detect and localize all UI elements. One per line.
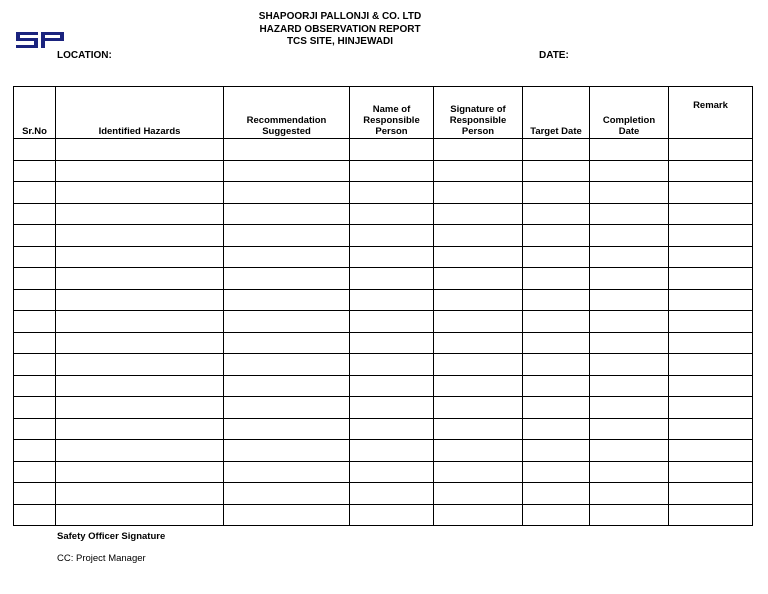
table-cell[interactable] — [434, 397, 523, 419]
table-cell[interactable] — [14, 246, 56, 268]
table-row — [14, 246, 753, 268]
table-cell[interactable] — [669, 246, 753, 268]
company-logo — [16, 32, 64, 48]
table-cell[interactable] — [669, 311, 753, 333]
table-cell[interactable] — [434, 483, 523, 505]
table-cell[interactable] — [14, 397, 56, 419]
table-cell[interactable] — [350, 225, 434, 247]
table-cell[interactable] — [523, 268, 590, 290]
table-cell[interactable] — [350, 375, 434, 397]
table-cell[interactable] — [224, 375, 350, 397]
table-row — [14, 504, 753, 526]
table-cell[interactable] — [590, 332, 669, 354]
table-cell[interactable] — [434, 289, 523, 311]
table-cell[interactable] — [14, 483, 56, 505]
table-cell[interactable] — [523, 332, 590, 354]
table-cell[interactable] — [523, 418, 590, 440]
table-cell[interactable] — [350, 182, 434, 204]
header-row — [14, 87, 753, 139]
table-cell[interactable] — [669, 268, 753, 290]
table-cell[interactable] — [523, 375, 590, 397]
table-cell[interactable] — [590, 397, 669, 419]
table-cell[interactable] — [350, 268, 434, 290]
table-row — [14, 182, 753, 204]
table-cell[interactable] — [590, 418, 669, 440]
table-cell[interactable] — [350, 246, 434, 268]
table-cell[interactable] — [590, 354, 669, 376]
report-header — [240, 11, 440, 49]
table-cell[interactable] — [224, 504, 350, 526]
table-cell[interactable] — [350, 160, 434, 182]
table-cell[interactable] — [224, 354, 350, 376]
table-cell[interactable] — [434, 203, 523, 225]
col-header-text: Person — [375, 126, 408, 137]
col-header-text: Sr.No — [22, 126, 47, 137]
table-cell[interactable] — [434, 375, 523, 397]
table-cell[interactable] — [434, 268, 523, 290]
table-cell[interactable] — [14, 461, 56, 483]
table-cell[interactable] — [523, 160, 590, 182]
table-cell[interactable] — [56, 354, 224, 376]
col-header-signature — [434, 87, 523, 139]
table-row — [14, 311, 753, 333]
table-cell[interactable] — [14, 354, 56, 376]
table-row — [14, 139, 753, 161]
table-cell[interactable] — [669, 354, 753, 376]
table-cell[interactable] — [56, 289, 224, 311]
table-cell[interactable] — [56, 332, 224, 354]
table-cell[interactable] — [434, 182, 523, 204]
table-row — [14, 289, 753, 311]
table-cell[interactable] — [350, 483, 434, 505]
table-cell[interactable] — [56, 418, 224, 440]
table-cell[interactable] — [224, 182, 350, 204]
table-cell[interactable] — [56, 246, 224, 268]
table-cell[interactable] — [56, 203, 224, 225]
table-cell[interactable] — [590, 483, 669, 505]
table-cell[interactable] — [350, 461, 434, 483]
table-cell[interactable] — [523, 397, 590, 419]
table-cell[interactable] — [350, 418, 434, 440]
col-header-responsible-person — [350, 87, 434, 139]
table-cell[interactable] — [669, 418, 753, 440]
table-cell[interactable] — [434, 246, 523, 268]
col-header-text: Suggested — [262, 126, 311, 137]
company-name: SHAPOORJI PALLONJI & CO. LTD — [258, 11, 422, 22]
col-header-text: Person — [461, 126, 495, 137]
report-title: HAZARD OBSERVATION REPORT — [259, 23, 421, 35]
table-cell[interactable] — [224, 461, 350, 483]
table-row — [14, 332, 753, 354]
safety-officer-signature-label: Safety Officer Signature — [57, 531, 166, 542]
table-cell[interactable] — [56, 160, 224, 182]
table-cell[interactable] — [523, 182, 590, 204]
table-cell[interactable] — [669, 225, 753, 247]
table-cell[interactable] — [669, 483, 753, 505]
table-cell[interactable] — [224, 397, 350, 419]
table-cell[interactable] — [350, 354, 434, 376]
table-cell[interactable] — [669, 160, 753, 182]
table-cell[interactable] — [56, 375, 224, 397]
table-cell[interactable] — [669, 182, 753, 204]
hazard-table — [13, 86, 753, 526]
table-cell[interactable] — [56, 311, 224, 333]
table-cell[interactable] — [523, 483, 590, 505]
col-header-text: Remark — [693, 100, 728, 111]
table-cell[interactable] — [224, 483, 350, 505]
col-header-identified-hazards — [56, 87, 224, 139]
table-cell[interactable] — [14, 268, 56, 290]
col-header-text: Signature of — [450, 104, 506, 115]
col-header-text: Date — [618, 126, 640, 137]
table-cell[interactable] — [350, 440, 434, 462]
table-cell[interactable] — [350, 203, 434, 225]
table-cell[interactable] — [14, 418, 56, 440]
table-cell[interactable] — [669, 397, 753, 419]
table-cell[interactable] — [590, 203, 669, 225]
table-cell[interactable] — [14, 311, 56, 333]
table-cell[interactable] — [14, 160, 56, 182]
table-cell[interactable] — [224, 440, 350, 462]
table-cell[interactable] — [224, 268, 350, 290]
table-row — [14, 354, 753, 376]
table-cell[interactable] — [434, 332, 523, 354]
cc-label: CC: Project Manager — [57, 553, 146, 564]
table-cell[interactable] — [224, 332, 350, 354]
table-cell[interactable] — [56, 483, 224, 505]
location-label: LOCATION: — [57, 50, 112, 61]
table-cell[interactable] — [434, 440, 523, 462]
table-cell[interactable] — [523, 311, 590, 333]
table-cell[interactable] — [590, 504, 669, 526]
table-cell[interactable] — [590, 289, 669, 311]
table-cell[interactable] — [224, 225, 350, 247]
date-label: DATE: — [539, 50, 569, 61]
table-cell[interactable] — [590, 246, 669, 268]
table-cell[interactable] — [434, 354, 523, 376]
table-cell[interactable] — [590, 182, 669, 204]
table-cell[interactable] — [350, 139, 434, 161]
col-header-recommendation — [224, 87, 350, 139]
table-cell[interactable] — [669, 504, 753, 526]
table-row — [14, 461, 753, 483]
table-cell[interactable] — [224, 160, 350, 182]
table-row — [14, 203, 753, 225]
table-cell[interactable] — [434, 160, 523, 182]
table-cell[interactable] — [56, 504, 224, 526]
table-cell[interactable] — [14, 504, 56, 526]
table-cell[interactable] — [669, 375, 753, 397]
col-header-text: Responsible — [449, 115, 507, 126]
table-cell[interactable] — [14, 332, 56, 354]
table-cell[interactable] — [590, 139, 669, 161]
table-cell[interactable] — [669, 203, 753, 225]
table-cell[interactable] — [56, 461, 224, 483]
table-cell[interactable] — [590, 375, 669, 397]
col-header-text: Target Date — [530, 126, 582, 137]
table-cell[interactable] — [434, 504, 523, 526]
table-cell[interactable] — [56, 268, 224, 290]
table-cell[interactable] — [434, 461, 523, 483]
table-cell[interactable] — [434, 311, 523, 333]
col-header-completion-date — [590, 87, 669, 139]
table-row — [14, 397, 753, 419]
table-cell[interactable] — [14, 139, 56, 161]
table-row — [14, 483, 753, 505]
col-header-text: Responsible — [363, 115, 420, 126]
table-cell[interactable] — [434, 225, 523, 247]
table-cell[interactable] — [224, 246, 350, 268]
table-cell[interactable] — [590, 160, 669, 182]
table-cell[interactable] — [224, 289, 350, 311]
col-header-sr-no — [14, 87, 56, 139]
table-cell[interactable] — [350, 332, 434, 354]
table-cell[interactable] — [590, 311, 669, 333]
table-cell[interactable] — [590, 461, 669, 483]
table-cell[interactable] — [523, 225, 590, 247]
col-header-text: Recommendation — [246, 115, 327, 126]
table-row — [14, 225, 753, 247]
table-cell[interactable] — [669, 139, 753, 161]
table-cell[interactable] — [523, 203, 590, 225]
table-cell[interactable] — [14, 375, 56, 397]
table-cell[interactable] — [523, 354, 590, 376]
col-header-text: Name of — [372, 104, 411, 115]
table-cell[interactable] — [224, 203, 350, 225]
table-cell[interactable] — [350, 311, 434, 333]
col-header-remark — [669, 87, 753, 139]
table-cell[interactable] — [224, 311, 350, 333]
table-cell[interactable] — [669, 332, 753, 354]
table-body — [14, 139, 753, 526]
table-cell[interactable] — [434, 139, 523, 161]
table-row — [14, 440, 753, 462]
table-cell[interactable] — [224, 139, 350, 161]
table-cell[interactable] — [523, 461, 590, 483]
table-cell[interactable] — [56, 397, 224, 419]
table-cell[interactable] — [669, 461, 753, 483]
col-header-text: Identified Hazards — [98, 126, 181, 137]
table-cell[interactable] — [56, 182, 224, 204]
table-cell[interactable] — [14, 289, 56, 311]
table-cell[interactable] — [14, 203, 56, 225]
table-cell[interactable] — [523, 440, 590, 462]
table-cell[interactable] — [350, 289, 434, 311]
table-cell[interactable] — [56, 139, 224, 161]
table-cell[interactable] — [523, 139, 590, 161]
table-cell[interactable] — [669, 289, 753, 311]
table-cell[interactable] — [434, 418, 523, 440]
table-cell[interactable] — [56, 225, 224, 247]
table-cell[interactable] — [350, 504, 434, 526]
col-header-text: Completion — [602, 115, 656, 126]
table-cell[interactable] — [523, 504, 590, 526]
table-cell[interactable] — [350, 397, 434, 419]
table-row — [14, 268, 753, 290]
table-cell[interactable] — [224, 418, 350, 440]
table-cell[interactable] — [523, 246, 590, 268]
table-row — [14, 375, 753, 397]
table-cell[interactable] — [14, 440, 56, 462]
table-cell[interactable] — [56, 440, 224, 462]
table-cell[interactable] — [590, 225, 669, 247]
table-cell[interactable] — [590, 440, 669, 462]
col-header-target-date — [523, 87, 590, 139]
table-cell[interactable] — [523, 289, 590, 311]
table-row — [14, 418, 753, 440]
table-cell[interactable] — [590, 268, 669, 290]
table-cell[interactable] — [14, 182, 56, 204]
site-name: TCS SITE, HINJEWADI — [286, 36, 394, 47]
table-row — [14, 160, 753, 182]
table-cell[interactable] — [669, 440, 753, 462]
table-cell[interactable] — [14, 225, 56, 247]
